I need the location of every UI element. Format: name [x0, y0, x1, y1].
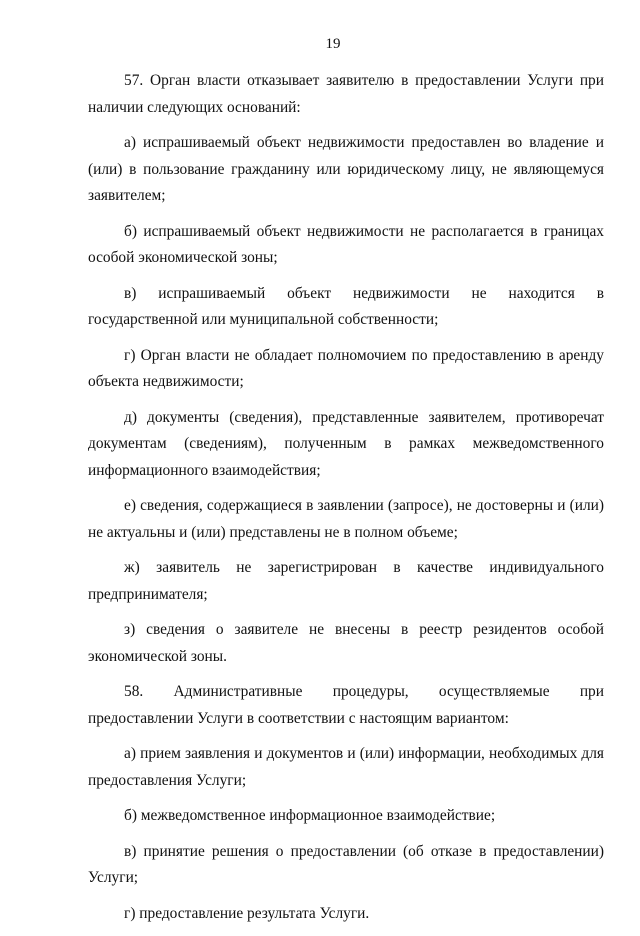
- paragraph-58-b: б) межведомственное информационное взаимодействие;: [124, 807, 496, 824]
- paragraph-58-g: г) предоставление результата Услуги.: [124, 904, 370, 922]
- paragraph-57-e: е) сведения, содержащиеся в заявлении (запросе), не достоверны и (или) не актуальны и (или) представлены не в полном объеме;: [88, 497, 604, 541]
- paragraph-57-a: а) испрашиваемый объект недвижимости предоставлен во владение и (или) в пользование гражданину или юридическому лицу, не являющемуся заявителем;: [88, 134, 604, 204]
- paragraph-58: 58. Административные процедуры, осуществляемые при предоставлении Услуги в соответствии с настоящим вариантом:: [88, 683, 604, 727]
- paragraph-57-d: д) документы (сведения), представленные заявителем, противоречат документам (сведениям), полученным в рамках межведомственного информационного взаимодействия;: [88, 408, 604, 479]
- document-body: [88, 68, 604, 936]
- paragraph-57-zh: ж) заявитель не зарегистрирован в качестве индивидуального предпринимателя;: [88, 559, 604, 603]
- paragraph-57-b: б) испрашиваемый объект недвижимости не располагается в границах особой экономической зоны;: [88, 222, 604, 266]
- page-number: 19: [325, 36, 341, 52]
- paragraph-57-z: з) сведения о заявителе не внесены в реестр резидентов особой экономической зоны.: [88, 621, 604, 665]
- paragraph-58-v: в) принятие решения о предоставлении (об отказе в предоставлении) Услуги;: [88, 842, 604, 886]
- paragraph-58-a: а) прием заявления и документов и (или) информации, необходимых для предоставления Услуги;: [88, 745, 604, 789]
- paragraph-57: 57. Орган власти отказывает заявителю в предоставлении Услуги при наличии следующих оснований:: [88, 72, 604, 116]
- paragraph-57-g: г) Орган власти не обладает полномочием по предоставлению в аренду объекта недвижимости;: [88, 346, 604, 390]
- paragraph-57-v: в) испрашиваемый объект недвижимости не находится в государственной или муниципальной собственности;: [88, 284, 604, 328]
